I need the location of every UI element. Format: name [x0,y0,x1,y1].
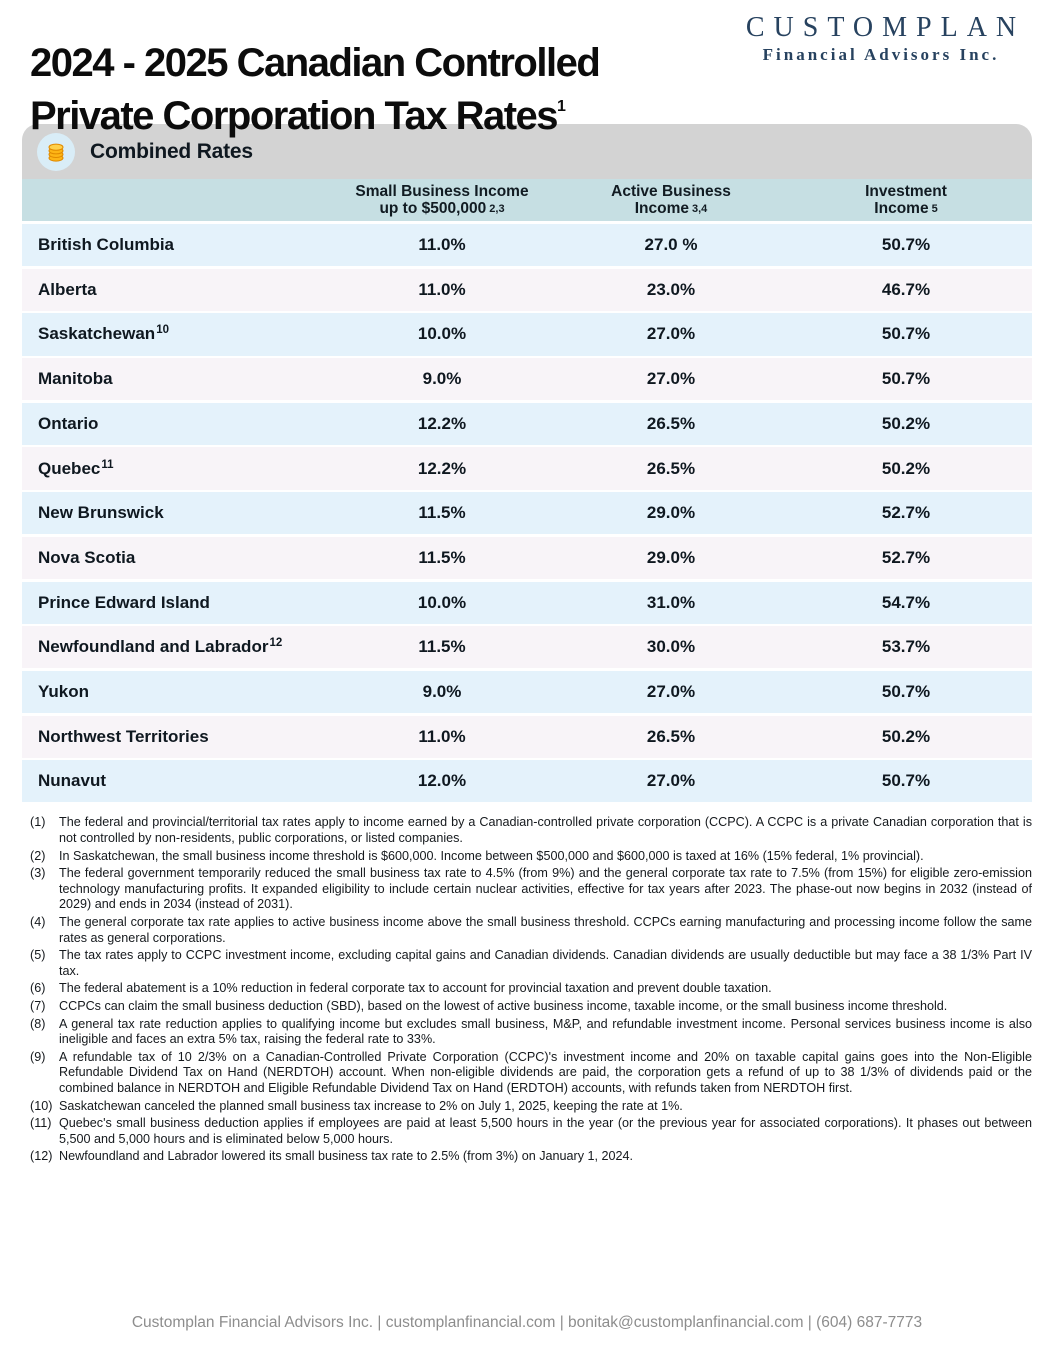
footnote-text: In Saskatchewan, the small business income threshold is $600,000. Income between $500,000 and $600,000 is taxed at 16% (15% federal, 1% provincial). [59,848,924,863]
column-header-investment-income [780,183,1032,218]
footnote-number: (5) [30,948,46,963]
row-footnote-marker: 12 [269,637,283,650]
province-label: Alberta [38,279,97,299]
footnote-text: The federal government temporarily reduced the small business tax rate to 4.5% (from 9%) and the general corporate tax rate to 7.5% (from 15%) for eligible zero-emission technology manufacturing profits. It expanded eligibility to include certain nuclear activities, effective for tax years after 2023. The phase-out now begins in 2032 (instead of 2029) and ends in 2034 (instead of 2031). [59,866,1032,912]
investment-rate-value: 50.2% [881,458,931,478]
column-header-active-business-income [562,183,780,218]
investment-rate-value: 52.7% [881,547,931,567]
coins-icon [37,133,75,171]
page-header [0,0,1054,138]
active-business-rate-value: 30.0% [646,637,696,657]
active-business-rate-value: 23.0% [646,279,696,299]
footnote-item [30,981,1032,997]
small-business-rate-value: 11.5% [418,547,466,567]
table-row [22,447,1032,489]
province-label: Newfoundland and Labrador$^{12}$ [38,637,283,657]
footnote-number: (9) [30,1049,46,1064]
rates-table-body [22,224,1032,802]
company-logo [726,12,1036,65]
column-header-text: Active Business [611,182,731,200]
footnote-number: (1) [30,815,46,830]
province-label: Saskatchewan$^{10}$ [38,324,169,344]
footnote-number: (11) [30,1116,52,1131]
table-row [22,716,1032,758]
investment-rate-value: 52.7% [881,503,931,523]
footnote-number: (4) [30,915,46,929]
table-row [22,224,1032,266]
province-label: Yukon [38,681,90,701]
footnote-number: (2) [30,848,46,863]
active-business-rate-value: 27.0 % [644,235,698,255]
small-business-rate-value: 12.2% [417,458,467,478]
active-business-rate-value: 29.0% [646,547,696,567]
small-business-rate-value: 10.0% [417,592,467,612]
small-business-rate-value: 12.0% [417,771,467,791]
investment-rate-value: 54.7% [881,592,931,612]
footnote-item [30,1017,1032,1048]
investment-rate-value: 46.7% [881,279,931,299]
footnote-item [30,1099,1032,1115]
footnote-text: A general tax rate reduction applies to qualifying income but excludes small business, M&P, and refundable investment income. Personal services business income is also ineligible and faces an extra 5% tax, raising the federal rate to 33%. [59,1016,1032,1047]
title-footnote-marker: 1 [557,98,566,115]
column-header-text: up to $500,000 [379,199,487,217]
active-business-rate-value: 31.0% [646,592,696,612]
table-row [22,269,1032,311]
province-label: Quebec$^{11}$ [38,458,114,478]
footnote-text: The federal and provincial/territorial tax rates apply to income earned by a Canadian-controlled private corporation (CCPC). A CCPC is a private Canadian corporation that is not controlled by non-residents, public corporations, or listed companies. [59,815,1032,846]
province-label: New Brunswick [38,503,164,523]
province-label: Ontario [38,413,99,433]
footnote-item [30,849,1032,865]
investment-rate-value: 50.7% [881,324,931,344]
active-business-rate-value: 27.0% [646,324,696,344]
province-label: British Columbia [38,235,175,255]
table-row [22,492,1032,534]
footnote-text: Quebec's small business deduction applies if employees are paid at least 5,500 hours in the year (or the previous year for associated corporations). It phases out between 5,500 and 5,000 hours and is eliminated below 5,000 hours. [59,1116,1032,1146]
column-header-text: Income [874,199,929,217]
small-business-rate-value: 9.0% [422,681,462,701]
table-row [22,358,1032,400]
page-title-line2: Private Corporation Tax Rates [30,94,558,138]
table-row [22,760,1032,802]
footer-contact-line: Customplan Financial Advisors Inc. | customplanfinancial.com | bonitak@customplanfinancial.com | (604) 687-7773 [131,1314,923,1331]
row-footnote-marker: 10 [156,324,169,337]
footnote-text: The federal abatement is a 10% reduction in federal corporate tax to account for provincial taxation and prevent double taxation. [59,981,772,996]
investment-rate-value: 50.2% [881,726,931,746]
footnote-text: A refundable tax of 10 2/3% on a Canadian-Controlled Private Corporation (CCPC)'s investment income and 20% on taxable capital gains goes into the Non-Eligible Refundable Dividend Tax on Hand (NERDTOH) account. When non-eligible dividends are paid, the corporation gets a refund of up to 38 1/3% of dividends paid or the combined balance in NERDTOH and Eligible Refundable Dividend Tax on Hand (ERDTOH) accounts, with refunds taken from NERDTOH first. [59,1049,1032,1095]
active-business-rate-value: 26.5% [646,726,696,746]
footnote-number: (7) [30,998,46,1013]
footnote-number: (12) [30,1149,53,1164]
page-title-line1: 2024 - 2025 Canadian Controlled [30,41,600,85]
small-business-rate-value: 9.0% [422,369,462,389]
table-row [22,537,1032,579]
footnote-text: Saskatchewan canceled the planned small business tax increase to 2% on July 1, 2025, keeping the rate at 1%. [59,1098,683,1113]
table-header-row [22,179,1032,221]
active-business-rate-value: 27.0% [646,681,696,701]
footnote-item [30,1149,1032,1165]
column-header-text: Investment [865,182,947,200]
column-header-small-business-income [322,183,562,218]
footnote-number: (3) [30,866,46,881]
footnote-text: The tax rates apply to CCPC investment income, excluding capital gains and Canadian dividends. Canadian dividends are usually deductible but may face a 38 1/3% Part IV tax. [59,948,1032,978]
province-label: Prince Edward Island [38,592,210,612]
row-footnote-marker: 11 [101,458,114,471]
investment-rate-value: 50.2% [881,413,931,433]
footnote-text: Newfoundland and Labrador lowered its small business tax rate to 2.5% (from 3%) on January 1, 2024. [59,1149,634,1164]
footnote-number: (8) [30,1016,46,1031]
footnote-item [30,1050,1032,1097]
footnote-item [30,815,1032,846]
small-business-rate-value: 11.5% [418,503,466,523]
province-label: Manitoba [38,369,113,389]
investment-rate-value: 50.7% [881,681,931,701]
province-label: Nunavut [38,771,106,791]
column-footnote-marker: 2,3 [489,202,505,215]
investment-rate-value: 50.7% [881,235,931,255]
small-business-rate-value: 10.0% [417,324,467,344]
table-row [22,582,1032,624]
province-label: Northwest Territories [38,726,209,746]
column-header-text: Income [634,199,689,217]
province-label: Nova Scotia [38,547,136,567]
active-business-rate-value: 26.5% [646,413,696,433]
column-footnote-marker: 3,4 [691,202,708,215]
footnotes-section [30,815,1032,1164]
combined-rates-card [22,124,1032,802]
small-business-rate-value: 11.0% [418,235,466,255]
investment-rate-value: 53.7% [881,637,931,657]
small-business-rate-value: 11.0% [418,279,466,299]
table-row [22,313,1032,355]
footnote-number: (6) [30,981,46,996]
column-header-text: Small Business Income [355,182,529,200]
page-footer [0,1314,1054,1332]
footnote-item [30,948,1032,979]
footnote-item [30,915,1032,946]
section-title: Combined Rates [90,139,253,163]
table-row [22,671,1032,713]
small-business-rate-value: 11.0% [418,726,466,746]
active-business-rate-value: 26.5% [646,458,696,478]
small-business-rate-value: 12.2% [417,413,467,433]
footnote-text: CCPCs can claim the small business deduction (SBD), based on the lowest of active business income, taxable income, or the small business income threshold. [59,998,948,1013]
active-business-rate-value: 27.0% [646,771,696,791]
investment-rate-value: 50.7% [881,369,931,389]
footnote-item [30,1116,1032,1147]
footnote-number: (10) [30,1098,53,1113]
active-business-rate-value: 29.0% [646,503,696,523]
table-row [22,403,1032,445]
footnote-item [30,999,1032,1015]
company-logo-subtitle: Financial Advisors Inc. [762,45,1000,64]
table-row [22,626,1032,668]
footnote-item [30,866,1032,913]
column-footnote-marker: 5 [931,202,938,215]
company-logo-name: CUSTOMPLAN [745,12,1026,43]
small-business-rate-value: 11.5% [418,637,466,657]
footnote-text: The general corporate tax rate applies to active business income above the small business threshold. CCPCs earning manufacturing and processing income follow the same rates as general corporations. [59,915,1032,945]
investment-rate-value: 50.7% [881,771,931,791]
active-business-rate-value: 27.0% [646,369,696,389]
